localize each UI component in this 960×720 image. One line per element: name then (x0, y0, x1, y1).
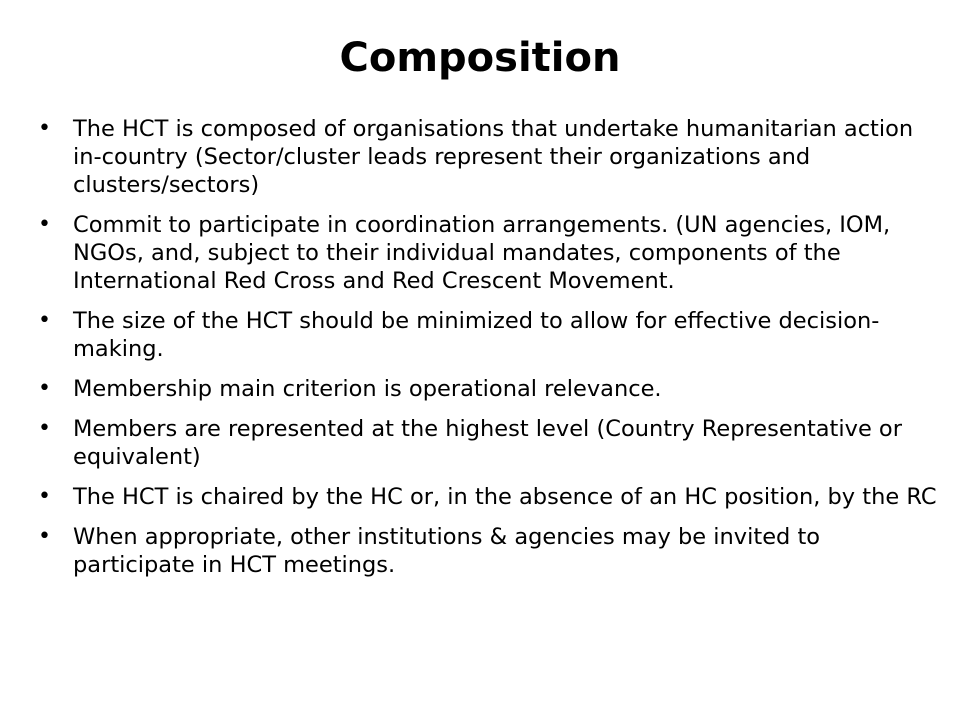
bullet-text: Members are represented at the highest level (Country Representative or equivalent) (73, 416, 902, 470)
bullet-item (38, 307, 938, 363)
bullet-text: Commit to participate in coordination arrangements. (UN agencies, IOM, NGOs, and, subject to their individual mandates, components of the International Red Cross and Red Crescent Movement. (73, 212, 891, 294)
bullet-item (38, 375, 938, 403)
bullet-text: When appropriate, other institutions & agencies may be invited to participate in HCT meetings. (73, 524, 821, 578)
bullet-text: The size of the HCT should be minimized to allow for effective decision-making. (73, 308, 880, 362)
bullet-item (38, 115, 938, 199)
bullet-text: The HCT is composed of organisations that undertake humanitarian action in-country (Sector/cluster leads represent their organizations and clusters/sectors) (73, 116, 914, 198)
bullet-text: The HCT is chaired by the HC or, in the absence of an HC position, by the RC (73, 484, 937, 510)
bullet-item (38, 523, 938, 579)
bullet-icon: • (38, 116, 51, 141)
bullet-text: Membership main criterion is operational relevance. (73, 376, 662, 402)
bullet-icon: • (38, 524, 51, 549)
bullet-icon: • (38, 376, 51, 401)
bullet-item (38, 483, 938, 511)
bullet-icon: • (38, 308, 51, 333)
bullet-icon: • (38, 416, 51, 441)
bullet-item (38, 415, 938, 471)
bullet-icon: • (38, 212, 51, 237)
slide-title: Composition (339, 35, 621, 81)
bullet-item (38, 211, 938, 295)
bullet-list (38, 115, 938, 591)
bullet-icon: • (38, 484, 51, 509)
